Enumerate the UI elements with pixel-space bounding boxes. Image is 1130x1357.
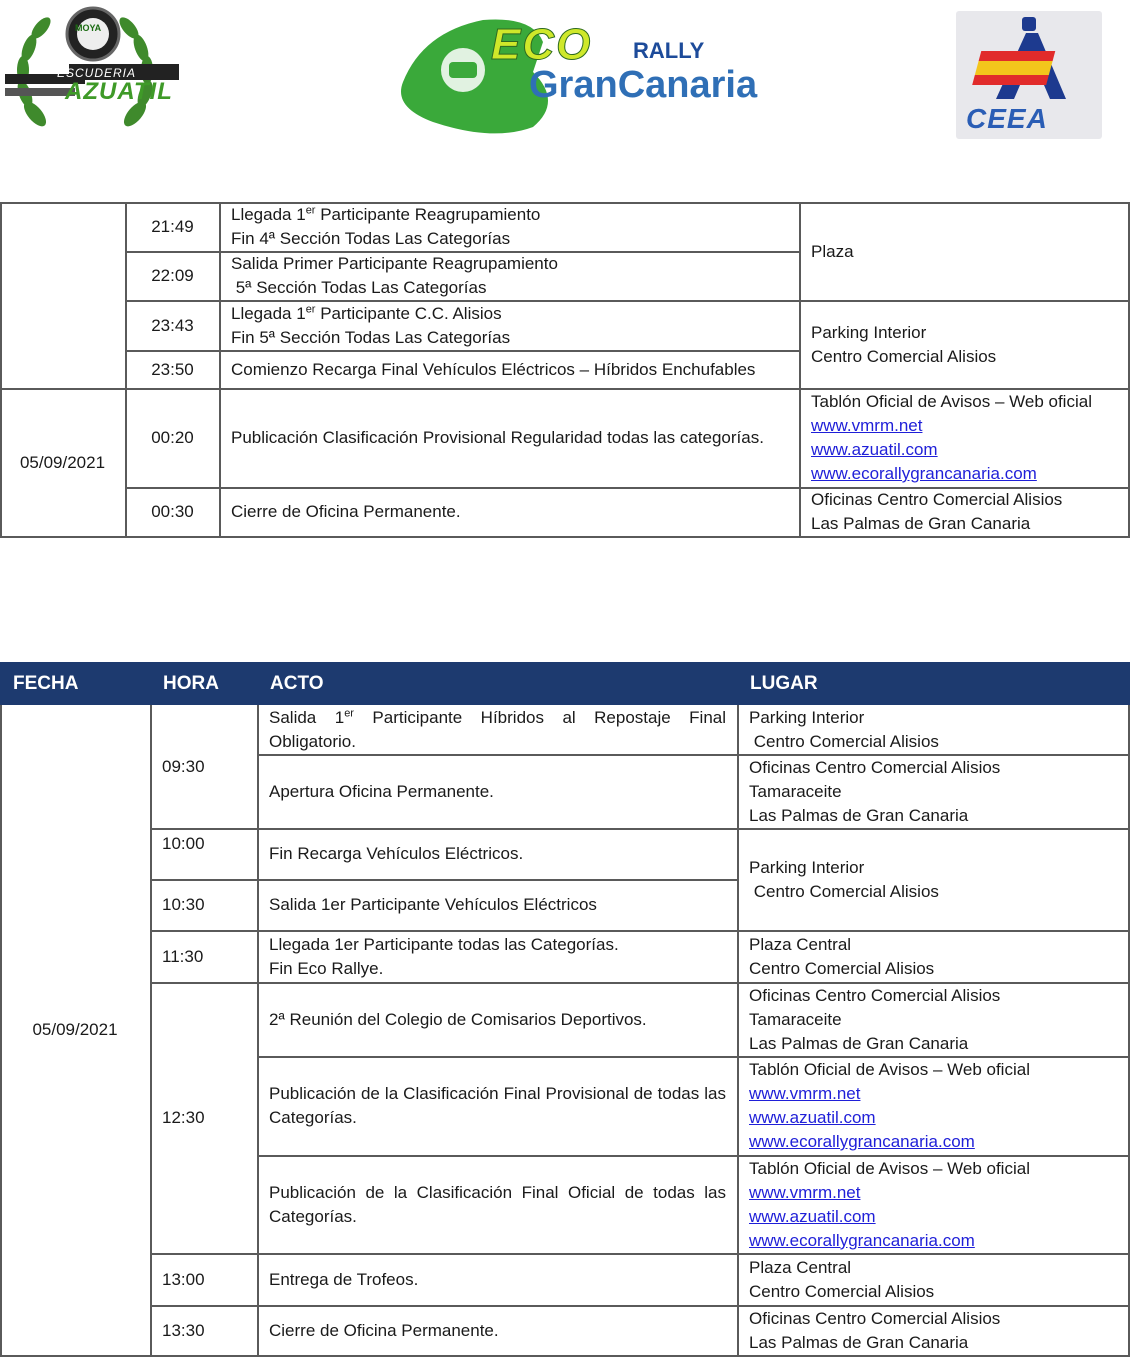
t2-act-text: Salida 1er Participante Vehículos Eléctricos bbox=[269, 895, 597, 914]
azuatil-logo-top: MOYA bbox=[75, 23, 102, 33]
t1-time bbox=[126, 488, 219, 536]
t1-place-text: Plaza bbox=[811, 241, 854, 261]
t1-act-text: Llegada 1 bbox=[231, 303, 306, 323]
t2-act-text: Fin Recarga Vehículos Eléctricos. bbox=[269, 844, 524, 863]
web-link-vmrm[interactable]: www.vmrm.net bbox=[749, 1084, 861, 1103]
t2-date bbox=[0, 705, 150, 1355]
t2-date-text: 05/09/2021 bbox=[32, 1020, 118, 1039]
t2-time-text: 12:30 bbox=[162, 1108, 205, 1127]
azuatil-logo bbox=[5, 4, 180, 142]
t2-act bbox=[258, 705, 737, 754]
t1-act-text: Llegada 1 bbox=[231, 205, 306, 224]
t2-place-text: Centro Comercial Alisios bbox=[749, 881, 939, 901]
t2-place bbox=[738, 931, 1128, 982]
t1-act bbox=[220, 488, 799, 536]
t1-act-text: Cierre de Oficina Permanente. bbox=[231, 502, 461, 521]
t1-place bbox=[800, 203, 1128, 300]
web-link-ecorally[interactable]: www.ecorallygrancanaria.com bbox=[749, 1230, 975, 1250]
ceea-logo-text: CEEA bbox=[966, 103, 1048, 134]
t2-act bbox=[258, 1057, 737, 1155]
t2-place bbox=[738, 1156, 1128, 1253]
t2-act-text: Salida 1 bbox=[269, 707, 345, 727]
t2-place-text: Parking Interior bbox=[749, 857, 865, 877]
t2-act bbox=[258, 1156, 737, 1253]
t1-place-text: Oficinas Centro Comercial Alisios bbox=[811, 490, 1063, 509]
t1-act-text: Comienzo Recarga Final Vehículos Eléctricos – Híbridos Enchufables bbox=[231, 359, 756, 379]
t2-time bbox=[151, 983, 257, 1253]
t1-act bbox=[220, 301, 799, 350]
t2-place bbox=[738, 1254, 1128, 1305]
t2-place-text: Oficinas Centro Comercial Alisios bbox=[749, 985, 1001, 1005]
t2-time-text: 10:30 bbox=[162, 895, 205, 914]
t2-time-text: 13:00 bbox=[162, 1269, 205, 1289]
t2-act-text: Publicación de la Clasificación Final Provisional de todas las Categorías. bbox=[269, 1084, 726, 1127]
t2-place-text: Las Palmas de Gran Canaria bbox=[749, 1332, 969, 1352]
t2-act bbox=[258, 1254, 737, 1305]
t2-place bbox=[738, 705, 1128, 754]
web-link-azuatil[interactable]: www.azuatil.com bbox=[749, 1206, 876, 1226]
t1-place-text: Centro Comercial Alisios bbox=[811, 346, 997, 366]
t1-act bbox=[220, 252, 799, 300]
t1-place-text: Tablón Oficial de Avisos – Web oficial bbox=[811, 392, 1092, 411]
t2-act bbox=[258, 829, 737, 879]
t2-act-text: Publicación de la Clasificación Final Oficial de todas las Categorías. bbox=[269, 1182, 726, 1226]
t1-act-text: Fin 5ª Sección Todas Las Categorías bbox=[231, 327, 511, 347]
t2-header-fecha: FECHA bbox=[13, 672, 79, 694]
t1-time bbox=[126, 351, 219, 388]
t1-date-text: 05/09/2021 bbox=[19, 452, 106, 472]
t1-time bbox=[126, 203, 219, 251]
t2-place-text: Tablón Oficial de Avisos – Web oficial bbox=[749, 1158, 1030, 1178]
t2-place-text: Parking Interior bbox=[749, 707, 865, 727]
t2-act-text: Cierre de Oficina Permanente. bbox=[269, 1320, 499, 1340]
t2-act bbox=[258, 1306, 737, 1355]
t1-time-text: 00:20 bbox=[151, 428, 194, 447]
t2-act bbox=[258, 755, 737, 828]
t2-place-text: Las Palmas de Gran Canaria bbox=[749, 1033, 969, 1053]
t2-place bbox=[738, 983, 1128, 1056]
t1-place-text: Las Palmas de Gran Canaria bbox=[811, 514, 1031, 533]
t1-time bbox=[126, 252, 219, 300]
t2-act-text: 2ª Reunión del Colegio de Comisarios Deportivos. bbox=[269, 1009, 647, 1029]
t2-time bbox=[151, 1254, 257, 1305]
t1-act-text: Participante Reagrupamiento bbox=[315, 205, 541, 224]
t1-time-text: 21:49 bbox=[151, 217, 194, 236]
t2-place-text: Tamaraceite bbox=[749, 1009, 842, 1029]
t2-place-text: Tablón Oficial de Avisos – Web oficial bbox=[749, 1060, 1030, 1079]
t2-header-hora: HORA bbox=[163, 672, 219, 694]
t1-time-text: 00:30 bbox=[151, 502, 194, 521]
t1-time-text: 23:50 bbox=[151, 359, 194, 379]
t2-header-lugar: LUGAR bbox=[750, 672, 818, 694]
t2-place-text: Plaza Central bbox=[749, 1257, 852, 1277]
t1-act bbox=[220, 203, 799, 251]
t2-time bbox=[151, 880, 257, 930]
t2-act bbox=[258, 983, 737, 1056]
eco-rally-logo-rally: RALLY bbox=[633, 38, 705, 63]
t1-line bbox=[0, 536, 1130, 538]
t2-time bbox=[151, 931, 257, 982]
web-link-azuatil[interactable]: www.azuatil.com bbox=[749, 1108, 876, 1127]
t1-act-text: Salida Primer Participante Reagrupamiento bbox=[231, 254, 558, 273]
eco-rally-logo-eco: ECO bbox=[491, 20, 593, 69]
t2-place bbox=[738, 755, 1128, 828]
t2-act-sup: er bbox=[344, 706, 354, 719]
t1-act-text: Publicación Clasificación Provisional Regularidad todas las categorías. bbox=[231, 428, 764, 447]
t2-place bbox=[738, 829, 1128, 930]
t2-line bbox=[1128, 705, 1130, 1357]
t1-act-text: 5ª Sección Todas Las Categorías bbox=[231, 278, 487, 297]
t2-time bbox=[151, 705, 257, 828]
t2-place-text: Tamaraceite bbox=[749, 781, 842, 801]
t2-header-acto: ACTO bbox=[270, 672, 324, 694]
t2-time bbox=[151, 829, 257, 859]
t2-act-text: Llegada 1er Participante todas las Categorías. bbox=[269, 934, 619, 954]
t1-date bbox=[0, 389, 125, 536]
web-link-azuatil[interactable]: www.azuatil.com bbox=[811, 440, 938, 459]
t2-place-text: Plaza Central bbox=[749, 934, 852, 954]
eco-rally-logo bbox=[393, 12, 758, 140]
t2-act bbox=[258, 931, 737, 982]
t2-place bbox=[738, 1057, 1128, 1155]
t1-act bbox=[220, 351, 799, 388]
web-link-ecorally[interactable]: www.ecorallygrancanaria.com bbox=[811, 464, 1037, 483]
t2-act-line bbox=[269, 706, 726, 754]
t2-time-text: 11:30 bbox=[162, 946, 204, 966]
t1-place bbox=[800, 301, 1128, 388]
t1-place-text: Parking Interior bbox=[811, 322, 927, 342]
ceea-logo bbox=[956, 11, 1102, 139]
t1-act-text: Participante C.C. Alisios bbox=[315, 303, 502, 323]
t1-act-line bbox=[231, 203, 788, 227]
t1-time-text: 22:09 bbox=[151, 266, 194, 285]
t2-time-text: 13:30 bbox=[162, 1320, 205, 1340]
t2-act-text: Participante Híbridos al Repostaje Final Obligatorio. bbox=[269, 707, 726, 751]
t1-time-text: 23:43 bbox=[151, 315, 194, 335]
web-link-vmrm[interactable]: www.vmrm.net bbox=[811, 416, 923, 435]
t2-place-text: Centro Comercial Alisios bbox=[749, 958, 935, 978]
t2-act-text: Fin Eco Rallye. bbox=[269, 958, 384, 978]
t2-line bbox=[0, 1355, 1130, 1357]
t1-line bbox=[1128, 202, 1130, 537]
t2-place-text: Oficinas Centro Comercial Alisios bbox=[749, 1308, 1001, 1328]
t1-act-sup: er bbox=[305, 204, 316, 217]
t2-time-text: 10:00 bbox=[162, 834, 205, 853]
t2-time bbox=[151, 1306, 257, 1355]
t1-act-text: Fin 4ª Sección Todas Las Categorías bbox=[231, 229, 511, 248]
t2-place-text: Las Palmas de Gran Canaria bbox=[749, 805, 969, 825]
t2-time-text: 09:30 bbox=[162, 756, 205, 776]
web-link-vmrm[interactable]: www.vmrm.net bbox=[749, 1182, 861, 1202]
web-link-ecorally[interactable]: www.ecorallygrancanaria.com bbox=[749, 1132, 975, 1151]
t1-act-sup: er bbox=[305, 302, 316, 315]
t1-time bbox=[126, 389, 219, 487]
t2-place-text: Centro Comercial Alisios bbox=[749, 1281, 935, 1301]
t1-time bbox=[126, 301, 219, 350]
t2-act-text: Entrega de Trofeos. bbox=[269, 1269, 419, 1289]
azuatil-logo-name1: ESCUDERIA bbox=[57, 66, 137, 80]
t2-place-text: Centro Comercial Alisios bbox=[749, 731, 939, 751]
azuatil-logo-name2: AZUATIL bbox=[65, 78, 173, 105]
t2-act-text: Apertura Oficina Permanente. bbox=[269, 781, 494, 801]
t2-place-text: Oficinas Centro Comercial Alisios bbox=[749, 757, 1001, 777]
t1-act-line bbox=[231, 302, 788, 326]
t1-place bbox=[800, 488, 1128, 536]
t1-act bbox=[220, 389, 799, 487]
t2-place bbox=[738, 1306, 1128, 1355]
t1-place bbox=[800, 389, 1128, 487]
t2-act bbox=[258, 880, 737, 930]
eco-rally-logo-gc: GranCanaria bbox=[529, 64, 758, 106]
